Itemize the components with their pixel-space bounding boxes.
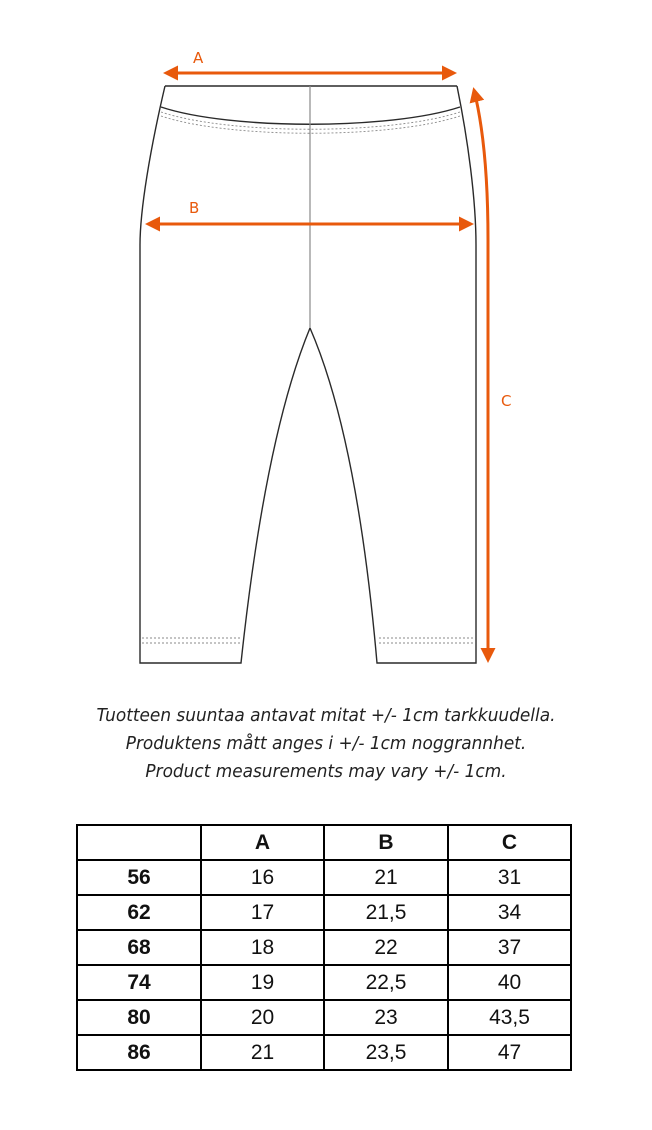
table-row <box>77 1000 571 1035</box>
pants-left-leg-outline <box>140 86 310 663</box>
measure-a-cell: 17 <box>201 895 324 930</box>
measure-c-cell: 34 <box>448 895 571 930</box>
size-cell: 80 <box>77 1000 201 1035</box>
header-size <box>77 825 201 860</box>
measure-b-cell: 22 <box>324 930 448 965</box>
pants-right-leg-outline <box>310 86 476 663</box>
header-b: B <box>324 825 448 860</box>
pants-outline <box>140 86 476 663</box>
measure-c-cell: 43,5 <box>448 1000 571 1035</box>
table-row <box>77 895 571 930</box>
measurement-labels <box>189 49 511 410</box>
measure-a-cell: 16 <box>201 860 324 895</box>
measurement-arrows <box>148 73 488 660</box>
measure-label-b: B <box>189 199 200 217</box>
size-cell: 56 <box>77 860 201 895</box>
measurement-note-english: Product measurements may vary +/- 1cm. <box>145 761 507 782</box>
pants-seams <box>142 86 474 643</box>
measure-a-cell: 21 <box>201 1035 324 1070</box>
measurement-note-swedish: Produktens mått anges i +/- 1cm noggrannhet. <box>125 733 527 754</box>
measure-a-cell: 20 <box>201 1000 324 1035</box>
measure-c-cell: 47 <box>448 1035 571 1070</box>
header-c: C <box>448 825 571 860</box>
table-row <box>77 930 571 965</box>
measure-label-a: A <box>193 49 204 67</box>
measurement-note-finnish: Tuotteen suuntaa antavat mitat +/- 1cm tarkkuudella. <box>96 705 556 726</box>
measure-c-cell: 40 <box>448 965 571 1000</box>
table-row <box>77 860 571 895</box>
table-row <box>77 1035 571 1070</box>
measure-b-cell: 23 <box>324 1000 448 1035</box>
measure-a-cell: 18 <box>201 930 324 965</box>
table-row <box>77 965 571 1000</box>
measure-b-cell: 21 <box>324 860 448 895</box>
measure-c-cell: 37 <box>448 930 571 965</box>
size-chart-table <box>76 824 572 1071</box>
measure-label-c: C <box>501 392 512 410</box>
measure-b-cell: 23,5 <box>324 1035 448 1070</box>
header-a: A <box>201 825 324 860</box>
size-cell: 74 <box>77 965 201 1000</box>
table-header-row <box>77 825 571 860</box>
size-cell: 86 <box>77 1035 201 1070</box>
size-cell: 68 <box>77 930 201 965</box>
size-cell: 62 <box>77 895 201 930</box>
measure-b-cell: 21,5 <box>324 895 448 930</box>
measure-c-cell: 31 <box>448 860 571 895</box>
measure-b-cell: 22,5 <box>324 965 448 1000</box>
measure-a-cell: 19 <box>201 965 324 1000</box>
